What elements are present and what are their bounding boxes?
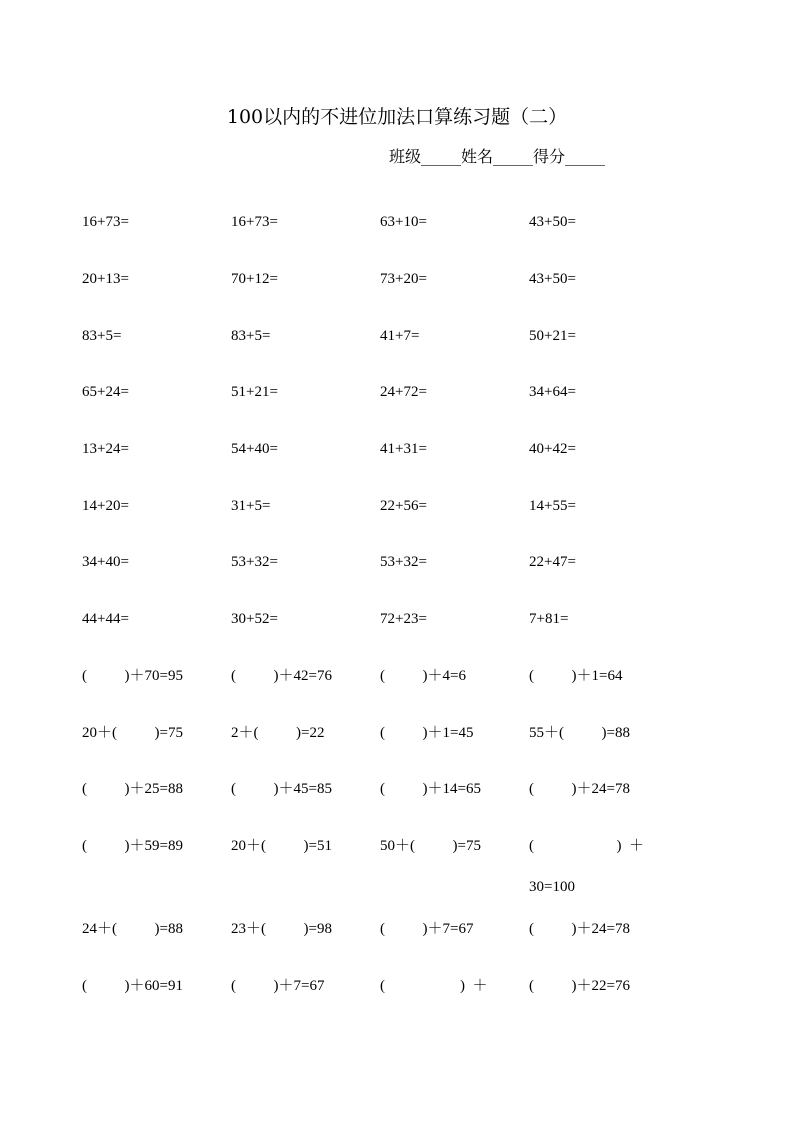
problem-item: ( )＋25=88 — [82, 781, 183, 797]
problem-item: 23＋( )=98 — [231, 921, 332, 937]
problem-item: 14+20= — [82, 498, 129, 514]
problem-item: 50+21= — [529, 328, 576, 344]
problem-item: 41+31= — [380, 441, 427, 457]
problem-item: 73+20= — [380, 271, 427, 287]
problem-item: 20＋( )=75 — [82, 725, 183, 741]
problem-item: 30+52= — [231, 611, 278, 627]
problem-item: ( )＋42=76 — [231, 668, 332, 684]
problem-item: 63+10= — [380, 214, 427, 230]
problem-item: 30=100 — [529, 879, 575, 895]
problem-item: ( )＋60=91 — [82, 978, 183, 994]
problem-item: ( )＋70=95 — [82, 668, 183, 684]
problem-item: ( )＋45=85 — [231, 781, 332, 797]
problem-item: 83+5= — [231, 328, 271, 344]
problem-item: 22+47= — [529, 554, 576, 570]
problem-item: 34+40= — [82, 554, 129, 570]
problem-item: ( )＋22=76 — [529, 978, 630, 994]
problem-item: 72+23= — [380, 611, 427, 627]
problem-item: ( )＋7=67 — [380, 921, 474, 937]
problem-item: 43+50= — [529, 214, 576, 230]
problem-item: 24+72= — [380, 384, 427, 400]
problem-item: 7+81= — [529, 611, 569, 627]
problem-item: ( )＋24=78 — [529, 921, 630, 937]
problem-item: 20＋( )=51 — [231, 838, 332, 854]
problem-item: 51+21= — [231, 384, 278, 400]
problem-item: 41+7= — [380, 328, 420, 344]
problem-item: 20+13= — [82, 271, 129, 287]
problem-item: 16+73= — [231, 214, 278, 230]
problem-item: ( )＋14=65 — [380, 781, 481, 797]
problem-item: 40+42= — [529, 441, 576, 457]
problem-item: 53+32= — [231, 554, 278, 570]
problem-item: 2＋( )=22 — [231, 725, 325, 741]
problem-item: 54+40= — [231, 441, 278, 457]
problem-item: 16+73= — [82, 214, 129, 230]
problem-item: ( )＋7=67 — [231, 978, 325, 994]
student-info-line: 班级_____姓名_____得分_____ — [389, 147, 606, 166]
problem-item: ( ) ＋ — [529, 838, 644, 854]
problem-item: 53+32= — [380, 554, 427, 570]
problem-item: 65+24= — [82, 384, 129, 400]
problem-item: 55＋( )=88 — [529, 725, 630, 741]
problem-item: 70+12= — [231, 271, 278, 287]
problem-item: ( ) ＋ — [380, 978, 488, 994]
problem-item: ( )＋1=45 — [380, 725, 474, 741]
problem-item: 50＋( )=75 — [380, 838, 481, 854]
problem-item: ( )＋1=64 — [529, 668, 623, 684]
problem-item: ( )＋59=89 — [82, 838, 183, 854]
problem-item: 44+44= — [82, 611, 129, 627]
problem-item: 34+64= — [529, 384, 576, 400]
page-title: 100以内的不进位加法口算练习题（二） — [226, 106, 568, 128]
problem-item: 14+55= — [529, 498, 576, 514]
problem-item: 13+24= — [82, 441, 129, 457]
problem-item: 43+50= — [529, 271, 576, 287]
problem-item: ( )＋24=78 — [529, 781, 630, 797]
problem-item: 24＋( )=88 — [82, 921, 183, 937]
problem-item: ( )＋4=6 — [380, 668, 466, 684]
problem-item: 83+5= — [82, 328, 122, 344]
problem-item: 31+5= — [231, 498, 271, 514]
problem-item: 22+56= — [380, 498, 427, 514]
